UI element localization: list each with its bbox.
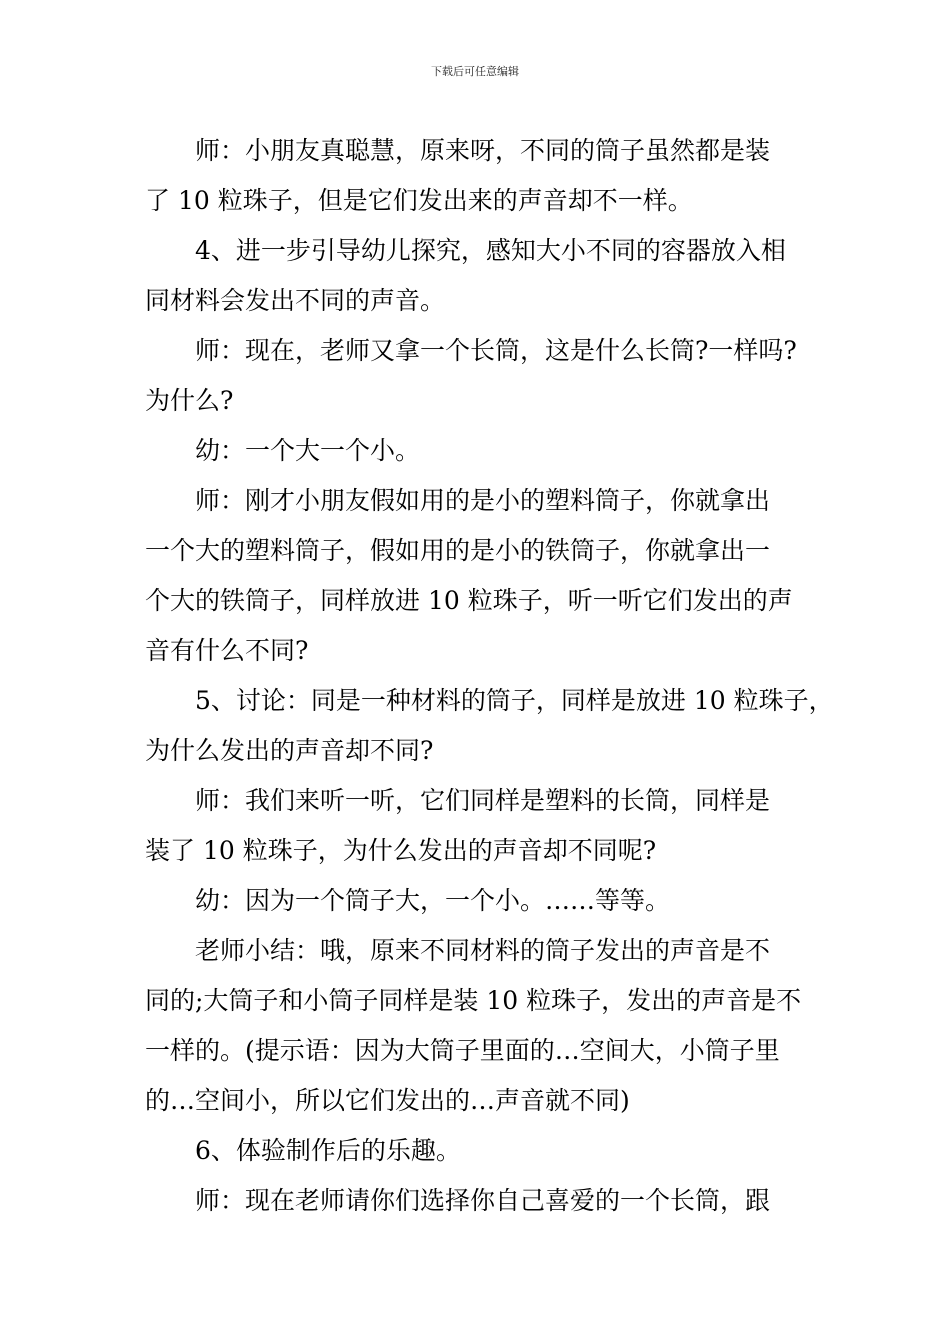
text-line: 4、进一步引导幼儿探究，感知大小不同的容器放入相 [145, 236, 786, 265]
text-line: 师：小朋友真聪慧，原来呀，不同的筒子虽然都是装 [145, 136, 771, 165]
text-line: 师：刚才小朋友假如用的是小的塑料筒子，你就拿出 [145, 486, 771, 515]
text-line: 师：我们来听一听，它们同样是塑料的长筒，同样是 [145, 786, 771, 815]
text-line: 为什么发出的声音却不同? [145, 736, 434, 765]
text-line: 一样的。(提示语：因为大筒子里面的…空间大，小筒子里 [145, 1036, 780, 1065]
text-line: 为什么? [145, 386, 234, 415]
text-line: 6、体验制作后的乐趣。 [145, 1136, 461, 1165]
text-line: 5、讨论：同是一种材料的筒子，同样是放进 10 粒珠子， [145, 686, 834, 715]
text-line: 幼：因为一个筒子大，一个小。……等等。 [145, 886, 671, 915]
text-line: 同材料会发出不同的声音。 [145, 286, 446, 315]
text-line: 一个大的塑料筒子，假如用的是小的铁筒子，你就拿出一 [145, 536, 771, 565]
text-line: 装了 10 粒珠子，为什么发出的声音却不同呢? [145, 836, 657, 865]
text-line: 师：现在老师请你们选择你自己喜爱的一个长筒，跟 [145, 1186, 771, 1215]
text-line: 个大的铁筒子，同样放进 10 粒珠子，听一听它们发出的声 [145, 586, 793, 615]
text-line: 音有什么不同? [145, 636, 309, 665]
text-line: 师：现在，老师又拿一个长筒，这是什么长筒?一样吗? [145, 336, 797, 365]
text-line: 同的;大筒子和小筒子同样是装 10 粒珠子，发出的声音是不 [145, 986, 802, 1015]
text-line: 的…空间小，所以它们发出的…声音就不同) [145, 1086, 630, 1115]
text-line: 了 10 粒珠子，但是它们发出来的声音却不一样。 [145, 186, 693, 215]
page-header: 下载后可任意编辑 [431, 65, 519, 78]
text-line: 幼：一个大一个小。 [145, 436, 421, 465]
text-line: 老师小结：哦，原来不同材料的筒子发出的声音是不 [145, 936, 771, 965]
